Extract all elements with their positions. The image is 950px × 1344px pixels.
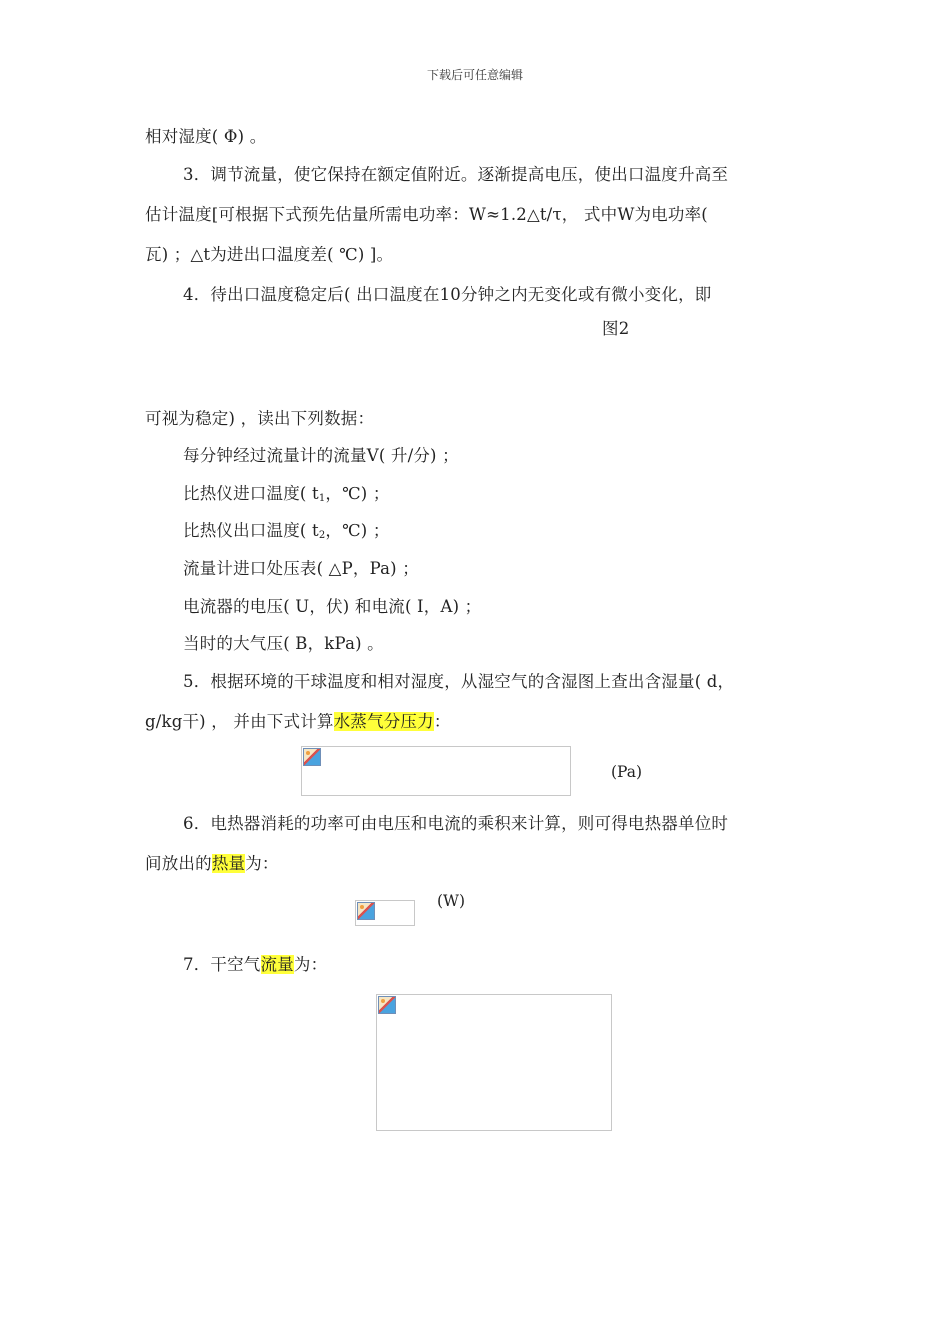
list-item-pressure: 流量计进口处压表( △P，Pa) ； xyxy=(183,559,419,578)
paragraph-step5-line2 xyxy=(145,711,451,733)
formula-image-dry-air-flow xyxy=(376,994,612,1131)
paragraph-step6-line2 xyxy=(145,853,279,875)
unit-pa: (Pa) xyxy=(611,763,643,781)
formula-image-heat xyxy=(355,900,415,926)
list-item-flow-rate: 每分钟经过流量计的流量V( 升/分) ； xyxy=(183,446,459,465)
figure-label: 图2 xyxy=(602,319,630,338)
list-item-outlet-temperature xyxy=(183,520,390,547)
paragraph-step3-line2: 估计温度[可根据下式预先估量所需电功率：W≈1.2△t/τ， 式中W为电功率( xyxy=(145,205,708,224)
step7-text-b: 为： xyxy=(293,955,328,974)
unit-w: (W) xyxy=(437,892,466,910)
inlet-temp-text-b: ，℃) ； xyxy=(325,484,390,503)
highlight-flow: 流量 xyxy=(260,955,294,974)
step6-text-a: 间放出的 xyxy=(145,854,212,873)
broken-image-icon xyxy=(303,748,321,766)
paragraph-relative-humidity: 相对湿度( Φ) 。 xyxy=(145,127,267,146)
step5-text-b: ： xyxy=(433,712,451,731)
paragraph-step3-line3: 瓦) ；△t为进出口温度差( ℃) ]。 xyxy=(145,245,394,264)
paragraph-step4-line1: 4．待出口温度稳定后( 出口温度在10分钟之内无变化或有微小变化，即 xyxy=(183,285,712,304)
broken-image-icon xyxy=(357,902,375,920)
broken-image-icon xyxy=(378,996,396,1014)
paragraph-step6-line1: 6．电热器消耗的功率可由电压和电流的乘积来计算，则可得电热器单位时 xyxy=(183,814,729,833)
step5-text-a: g/kg干) ， 并由下式计算 xyxy=(145,712,334,731)
inlet-temp-text-a: 比热仪进口温度( t xyxy=(183,484,319,503)
outlet-temp-subscript: 2 xyxy=(318,530,326,541)
paragraph-step7 xyxy=(183,954,327,976)
paragraph-step5-line1: 5．根据环境的干球温度和相对湿度，从湿空气的含湿图上查出含湿量( d， xyxy=(183,672,735,691)
formula-image-vapor-pressure xyxy=(301,746,571,796)
paragraph-step3-line1: 3．调节流量，使它保持在额定值附近。逐渐提高电压，使出口温度升高至 xyxy=(183,165,729,184)
page-header-note: 下载后可任意编辑 xyxy=(426,68,523,82)
list-item-inlet-temperature xyxy=(183,483,390,510)
paragraph-step4-line2: 可视为稳定) ，读出下列数据： xyxy=(145,409,375,428)
highlight-vapor-partial-pressure: 水蒸气分压力 xyxy=(333,712,434,731)
step6-text-b: 为： xyxy=(245,854,279,873)
outlet-temp-text-a: 比热仪出口温度( t xyxy=(183,521,319,540)
highlight-heat: 热量 xyxy=(211,854,246,873)
list-item-atmospheric-pressure: 当时的大气压( B，kPa) 。 xyxy=(183,634,384,653)
outlet-temp-text-b: ，℃) ； xyxy=(325,521,390,540)
inlet-temp-subscript: 1 xyxy=(318,493,326,504)
step7-text-a: 7．干空气 xyxy=(183,955,261,974)
list-item-voltage-current: 电流器的电压( U，伏) 和电流( I，A) ； xyxy=(183,597,482,616)
